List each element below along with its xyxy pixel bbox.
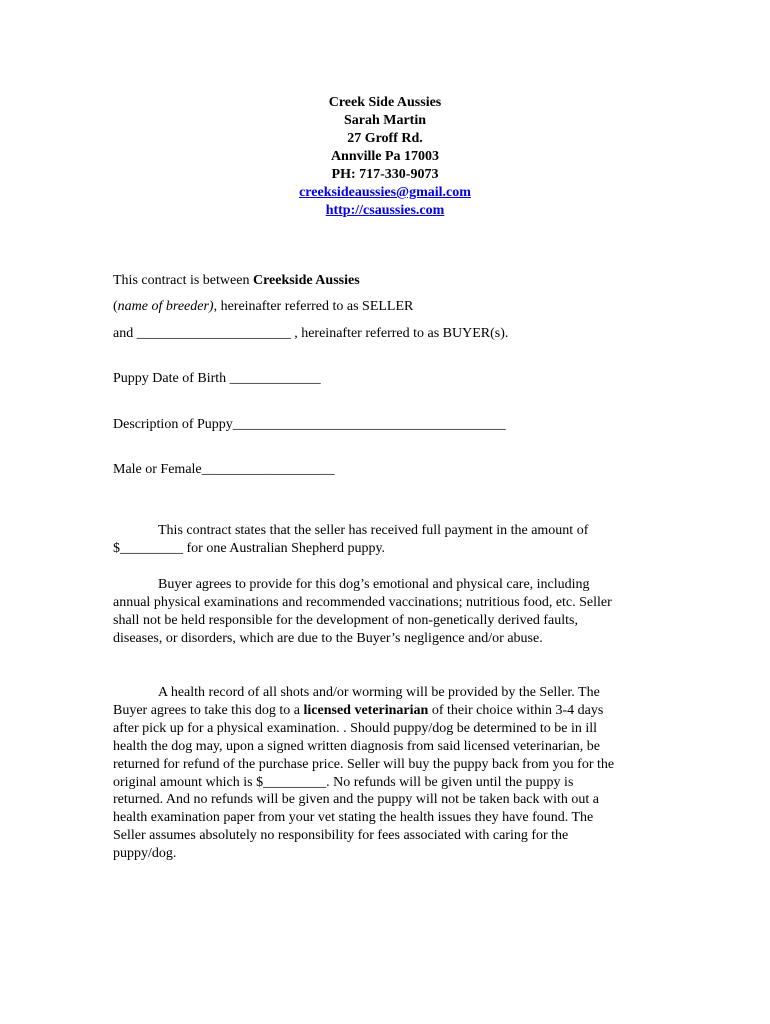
phone-number: PH: 717-330-9073 [331, 167, 439, 182]
care-paragraph [113, 576, 633, 648]
health-line: health examination paper from your vet stating the health issues they have found. The [113, 810, 594, 826]
dob-line [113, 370, 321, 388]
buyer-line [113, 325, 508, 343]
sex-blank[interactable]: ___________________ [201, 462, 335, 477]
care-line: annual physical examinations and recommended vaccinations; nutritious food, etc. Seller [113, 594, 612, 610]
health-line: Seller assumes absolutely no responsibility for fees associated with caring for the [113, 828, 569, 844]
health-line: after pick up for a physical examination. . Should puppy/dog be determined to be in ill [113, 720, 598, 736]
breeder-name: Creekside Aussies [252, 273, 360, 288]
payment-line: This contract states that the seller has received full payment in the amount of [158, 523, 589, 538]
contract-intro-line [113, 272, 360, 290]
health-paragraph [113, 684, 633, 863]
health-line: original amount which is $_________. No refunds will be given until the puppy is [113, 774, 574, 790]
description-label: Description of Puppy [113, 417, 233, 432]
care-line: Buyer agrees to provide for this dog’s emotional and physical care, including [158, 577, 590, 592]
dob-blank[interactable]: _____________ [229, 371, 321, 386]
care-line: shall not be held responsible for the development of non-genetically derived faults, [113, 612, 578, 628]
seller-text: , hereinafter referred to as SELLER [213, 299, 414, 314]
payment-paragraph [113, 522, 633, 558]
street-address: 27 Groff Rd. [347, 131, 423, 146]
description-blank[interactable]: _______________________________________ [232, 417, 506, 432]
health-line: returned. And no refunds will be given and the puppy will not be taken back with out a [113, 792, 600, 808]
health-line-suffix: of their choice within 3-4 days [428, 702, 604, 718]
health-line: A health record of all shots and/or worming will be provided by the Seller. The [158, 685, 600, 700]
sex-label: Male or Female [113, 462, 202, 477]
email-link[interactable]: creeksideaussies@gmail.com [299, 185, 471, 200]
open-paren: ( [113, 299, 118, 314]
city-state-zip: Annville Pa 17003 [330, 149, 440, 164]
health-line-prefix: Buyer agrees to take this dog to a [113, 702, 304, 718]
letterhead [0, 94, 770, 220]
health-line [113, 702, 633, 720]
description-line [113, 416, 506, 434]
health-line: returned for refund of the purchase price. Seller will buy the puppy back from you for the [113, 756, 615, 772]
payment-line: $_________ for one Australian Shepherd puppy. [113, 540, 386, 556]
sex-line [113, 461, 335, 479]
buyer-text: , hereinafter referred to as BUYER(s). [290, 326, 509, 341]
health-line: health the dog may, upon a signed written diagnosis from said licensed veterinarian, be [113, 738, 601, 754]
dob-label: Puppy Date of Birth [113, 371, 230, 386]
buyer-name-blank[interactable]: ______________________ [136, 326, 291, 341]
health-line: puppy/dog. [113, 846, 177, 862]
website-link[interactable]: http://csaussies.com [325, 203, 445, 218]
seller-line [113, 298, 413, 316]
licensed-vet-text: licensed veterinarian [303, 702, 429, 718]
business-name: Creek Side Aussies [328, 95, 442, 110]
and-text: and [113, 326, 137, 341]
breeder-label: name of breeder) [117, 299, 214, 314]
owner-name: Sarah Martin [343, 113, 427, 128]
care-line: diseases, or disorders, which are due to the Buyer’s negligence and/or abuse. [113, 630, 543, 646]
intro-text: This contract is between [113, 273, 253, 288]
